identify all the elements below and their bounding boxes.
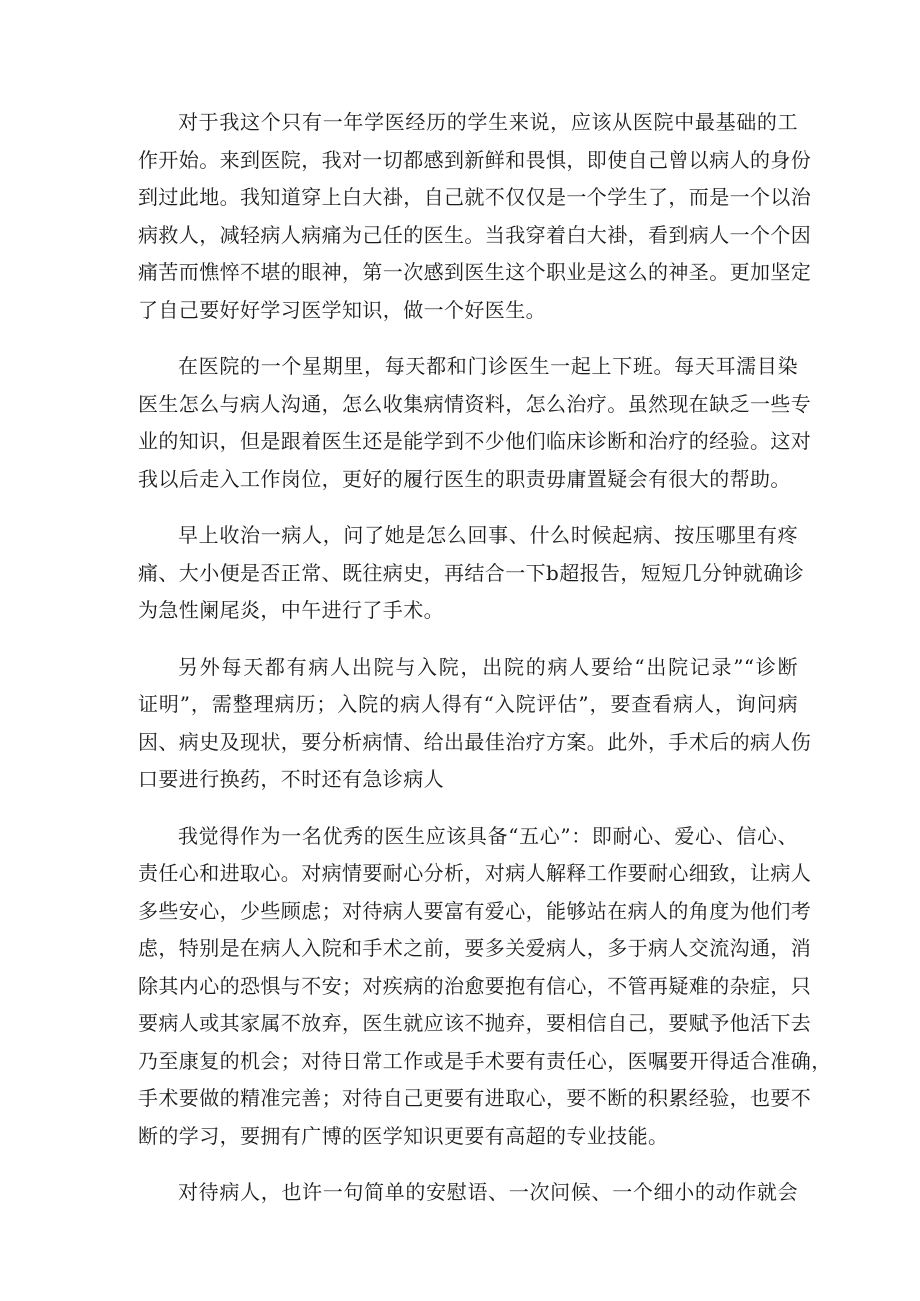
text-line: 我以后走入工作岗位，更好的履行医生的职责毋庸置疑会有很大的帮助。 [138,466,791,491]
paragraph-4 [138,649,812,799]
text-line: 多些安心，少些顾虑；对待病人要富有爱心，能够站在病人的角度为他们考 [138,898,812,923]
text-line: 要病人或其家属不放弃，医生就应该不抛弃，要相信自己，要赋予他活下去 [138,1011,812,1035]
text-line: 除其内心的恐惧与不安；对疾病的治愈要抱有信心，不管再疑难的杂症，只 [138,973,812,998]
paragraph-5 [138,818,832,1156]
paragraph-6 [138,1174,798,1212]
text-line: 乃至康复的机会；对待日常工作或是手术要有责任心，医嘱要开得适合准确， [138,1048,832,1073]
paragraph-3 [138,517,805,630]
text-line: 早上收治一病人，问了她是怎么回事、什么时候起病、按压哪里有疼 [178,523,798,547]
paragraph-2 [138,348,812,498]
text-line: 对待病人，也许一句简单的安慰语、一次问候、一个细小的动作就会 [178,1180,798,1204]
text-line: 对于我这个只有一年学医经历的学生来说，应该从医院中最基础的工 [178,110,798,134]
text-line: 痛苦而憔悴不堪的眼神，第一次感到医生这个职业是这么的神圣。更加坚定 [138,260,812,284]
text-line: 了自己要好好学习医学知识，做一个好医生。 [138,297,546,322]
text-line: 责任心和进取心。对病情要耐心分析，对病人解释工作要耐心细致，让病人 [138,861,812,885]
text-line: 业的知识，但是跟着医生还是能学到不少他们临床诊断和治疗的经验。这对 [138,429,812,453]
text-line: 因、病史及现状，要分析病情、给出最佳治疗方案。此外，手术后的病人伤 [138,729,812,754]
text-line: 手术要做的精准完善；对待自己更要有进取心，要不断的积累经验，也要不 [138,1086,812,1110]
text-line: 医生怎么与病人沟通，怎么收集病情资料，怎么治疗。虽然现在缺乏一些专 [138,391,812,416]
text-line: 证明”，需整理病历；入院的病人得有“入院评估”，要查看病人，询问病 [138,692,798,716]
text-line: 虑，特别是在病人入院和手术之前，要多关爱病人，多于病人交流沟通，消 [138,936,812,960]
text-line: 我觉得作为一名优秀的医生应该具备“五心”：即耐心、爱心、信心、 [178,823,798,848]
text-line: 痛、大小便是否正常、既往病史，再结合一下b超报告，短短几分钟就确诊 [138,560,805,585]
text-line: 病救人，减轻病人病痛为己任的医生。当我穿着白大褂，看到病人一个个因 [138,222,812,247]
text-line: 在医院的一个星期里，每天都和门诊医生一起上下班。每天耳濡目染 [178,354,798,378]
text-line: 为急性阑尾炎，中午进行了手术。 [138,598,444,622]
text-line: 作开始。来到医院，我对一切都感到新鲜和畏惧，即使自己曾以病人的身份 [138,147,812,172]
text-line: 口要进行换药，不时还有急诊病人 [138,767,444,791]
text-line: 到过此地。我知道穿上白大褂，自己就不仅仅是一个学生了，而是一个以治 [138,185,812,209]
paragraph-1 [138,104,812,329]
text-line: 另外每天都有病人出院与入院，出院的病人要给“出院记录”“诊断 [178,654,798,679]
document-body [138,104,832,1231]
text-line: 断的学习，要拥有广博的医学知识更要有高超的专业技能。 [138,1123,669,1148]
